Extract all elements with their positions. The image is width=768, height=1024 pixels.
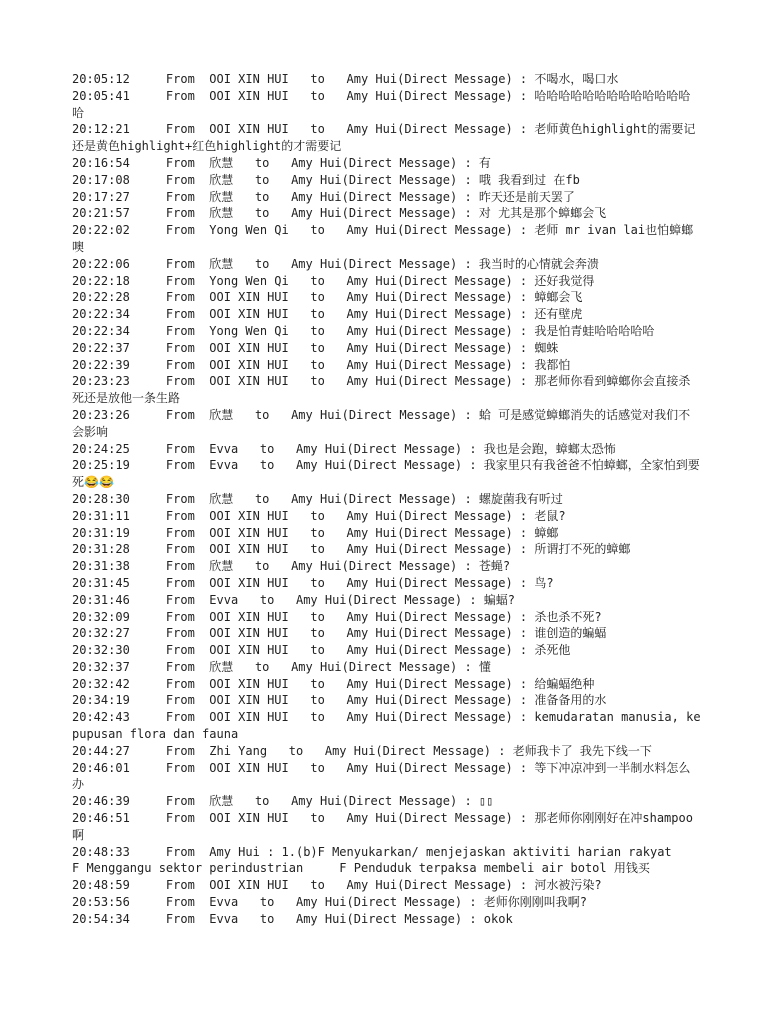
chat-line: 20:31:45 From OOI XIN HUI to Amy Hui(Direct Message) : 鸟? [72,575,554,590]
chat-line: 20:28:30 From 欣慧 to Amy Hui(Direct Message) : 螺旋菌我有听过 [72,491,563,506]
chat-line: 20:34:19 From OOI XIN HUI to Amy Hui(Direct Message) : 准备备用的水 [72,693,607,708]
chat-line: 20:32:09 From OOI XIN HUI to Amy Hui(Direct Message) : 杀也杀不死? [72,609,602,624]
chat-line: 20:17:27 From 欣慧 to Amy Hui(Direct Message) : 昨天还是前天罢了 [72,189,575,204]
chat-line: 20:21:57 From 欣慧 to Amy Hui(Direct Message) : 对 尤其是那个蟑螂会飞 [72,206,607,221]
chat-line: 20:22:39 From OOI XIN HUI to Amy Hui(Direct Message) : 我都怕 [72,357,571,372]
chat-line: 20:32:37 From 欣慧 to Amy Hui(Direct Message) : 懂 [72,659,491,674]
chat-line: 20:48:33 From Amy Hui : 1.(b)F Menyukarkan/ menjejaskan aktiviti harian rakyat F Menggangu sektor perindustrian F Penduduk terpaksa membeli air botol 用钱买 [72,844,708,876]
chat-line: 20:53:56 From Evva to Amy Hui(Direct Message) : 老师你刚刚叫我啊? [72,895,588,910]
chat-line: 20:46:01 From OOI XIN HUI to Amy Hui(Direct Message) : 等下冲凉冲到一半制水料怎么办 [72,760,691,792]
chat-line: 20:24:25 From Evva to Amy Hui(Direct Message) : 我也是会跑，蟑螂太恐怖 [72,441,616,456]
chat-line: 20:23:26 From 欣慧 to Amy Hui(Direct Message) : 蛤 可是感觉蟑螂消失的话感觉对我们不会影响 [72,407,691,439]
chat-line: 20:17:08 From 欣慧 to Amy Hui(Direct Message) : 哦 我看到过 在fb [72,172,580,187]
chat-line: 20:22:18 From Yong Wen Qi to Amy Hui(Direct Message) : 还好我觉得 [72,273,595,288]
chat-line: 20:48:59 From OOI XIN HUI to Amy Hui(Direct Message) : 河水被污染? [72,878,602,893]
chat-line: 20:22:06 From 欣慧 to Amy Hui(Direct Message) : 我当时的心情就会奔溃 [72,256,599,271]
chat-line: 20:54:34 From Evva to Amy Hui(Direct Message) : okok [72,911,513,926]
chat-log [72,71,708,928]
chat-line: 20:22:02 From Yong Wen Qi to Amy Hui(Direct Message) : 老师 mr ivan lai也怕蟑螂噢 [72,223,694,254]
chat-line: 20:31:19 From OOI XIN HUI to Amy Hui(Direct Message) : 蟑螂 [72,525,559,540]
chat-line: 20:22:34 From OOI XIN HUI to Amy Hui(Direct Message) : 还有壁虎 [72,307,583,322]
chat-line: 20:16:54 From 欣慧 to Amy Hui(Direct Message) : 有 [72,155,491,170]
chat-line: 20:42:43 From OOI XIN HUI to Amy Hui(Direct Message) : kemudaratan manusia, kepupusan flora dan fauna [72,710,701,742]
chat-line: 20:46:39 From 欣慧 to Amy Hui(Direct Message) : ▯▯ [72,794,494,809]
chat-line: 20:31:11 From OOI XIN HUI to Amy Hui(Direct Message) : 老鼠? [72,508,566,523]
chat-line: 20:32:42 From OOI XIN HUI to Amy Hui(Direct Message) : 给蝙蝠绝种 [72,676,595,691]
chat-line: 20:22:34 From Yong Wen Qi to Amy Hui(Direct Message) : 我是怕青蛙哈哈哈哈哈 [72,323,655,338]
chat-line: 20:31:46 From Evva to Amy Hui(Direct Message) : 蝙蝠? [72,592,516,607]
chat-line: 20:23:23 From OOI XIN HUI to Amy Hui(Direct Message) : 那老师你看到蟑螂你会直接杀死还是放他一条生路 [72,374,691,406]
chat-line: 20:05:41 From OOI XIN HUI to Amy Hui(Direct Message) : 哈哈哈哈哈哈哈哈哈哈哈哈哈哈 [72,88,691,120]
chat-line: 20:22:37 From OOI XIN HUI to Amy Hui(Direct Message) : 蜘蛛 [72,340,559,355]
chat-line: 20:05:12 From OOI XIN HUI to Amy Hui(Direct Message) : 不喝水，喝口水 [72,72,619,86]
chat-line: 20:31:28 From OOI XIN HUI to Amy Hui(Direct Message) : 所谓打不死的蟑螂 [72,542,631,557]
chat-line: 20:32:30 From OOI XIN HUI to Amy Hui(Direct Message) : 杀死他 [72,643,571,658]
chat-line: 20:25:19 From Evva to Amy Hui(Direct Message) : 我家里只有我爸爸不怕蟑螂，全家怕到要死😂😂 [72,458,700,490]
chat-line: 20:46:51 From OOI XIN HUI to Amy Hui(Direct Message) : 那老师你刚刚好在冲shampoo啊 [72,811,693,842]
chat-line: 20:31:38 From 欣慧 to Amy Hui(Direct Message) : 苍蝇? [72,559,511,574]
chat-line: 20:22:28 From OOI XIN HUI to Amy Hui(Direct Message) : 蟑螂会飞 [72,290,583,305]
chat-line: 20:44:27 From Zhi Yang to Amy Hui(Direct Message) : 老师我卡了 我先下线一下 [72,743,652,758]
chat-line: 20:12:21 From OOI XIN HUI to Amy Hui(Direct Message) : 老师黄色highlight的需要记还是黄色highlight+红色highlight的才需要记 [72,122,696,154]
chat-line: 20:32:27 From OOI XIN HUI to Amy Hui(Direct Message) : 谁创造的蝙蝠 [72,626,607,641]
